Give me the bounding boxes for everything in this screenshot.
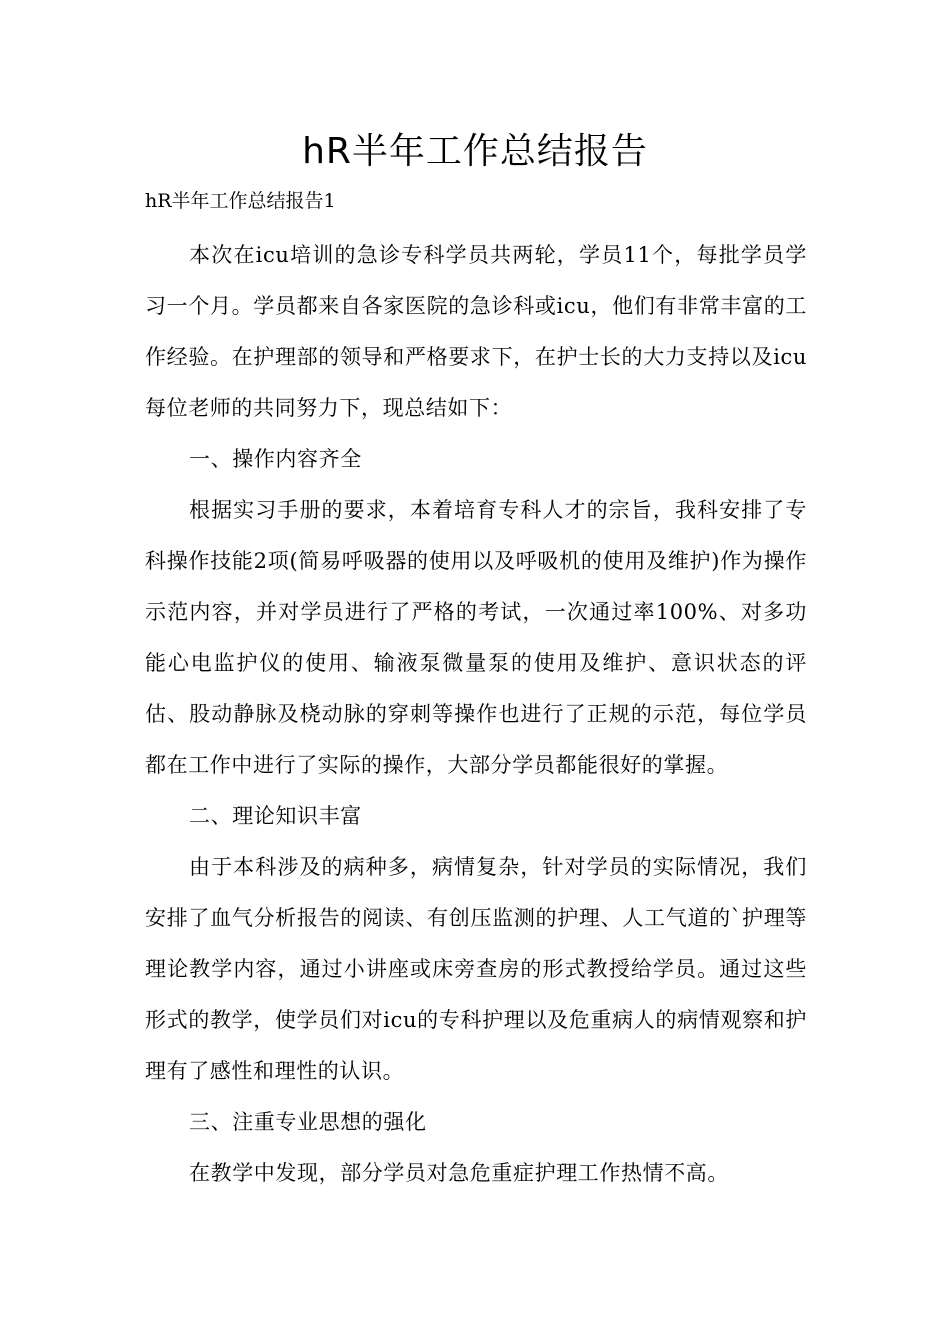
section-heading-1: 一、操作内容齐全 [189,447,362,471]
paragraph-professional: 在教学中发现，部分学员对急危重症护理工作热情不高。 [189,1161,729,1185]
paragraph-intro: 本次在icu培训的急诊专科学员共两轮，学员11个，每批学员学习一个月。学员都来自各家医院的急诊科或icu，他们有非常丰富的工作经验。在护理部的领导和严格要求下，在护士长的大力支持以及icu每位老师的共同努力下，现总结如下： [145,243,807,420]
section-heading-2: 二、理论知识丰富 [189,804,362,828]
paragraph-theory: 由于本科涉及的病种多，病情复杂，针对学员的实际情况，我们安排了血气分析报告的阅读、有创压监测的护理、人工气道的`护理等理论教学内容，通过小讲座或床旁查房的形式教授给学员。通过这些形式的教学，使学员们对icu的专科护理以及危重病人的病情观察和护理有了感性和理性的认识。 [145,855,807,1083]
paragraph-operations: 根据实习手册的要求，本着培育专科人才的宗旨，我科安排了专科操作技能2项(简易呼吸器的使用以及呼吸机的使用及维护)作为操作示范内容，并对学员进行了严格的考试，一次通过率100%、对多功能心电监护仪的使用、输液泵微量泵的使用及维护、意识状态的评估、股动静脉及桡动脉的穿刺等操作也进行了正规的示范，每位学员都在工作中进行了实际的操作，大部分学员都能很好的掌握。 [145,498,807,777]
document-body [145,230,807,1199]
section-heading-3: 三、注重专业思想的强化 [189,1110,427,1134]
document-subtitle: hR半年工作总结报告1 [145,190,336,212]
document-title: hR半年工作总结报告 [302,131,648,172]
